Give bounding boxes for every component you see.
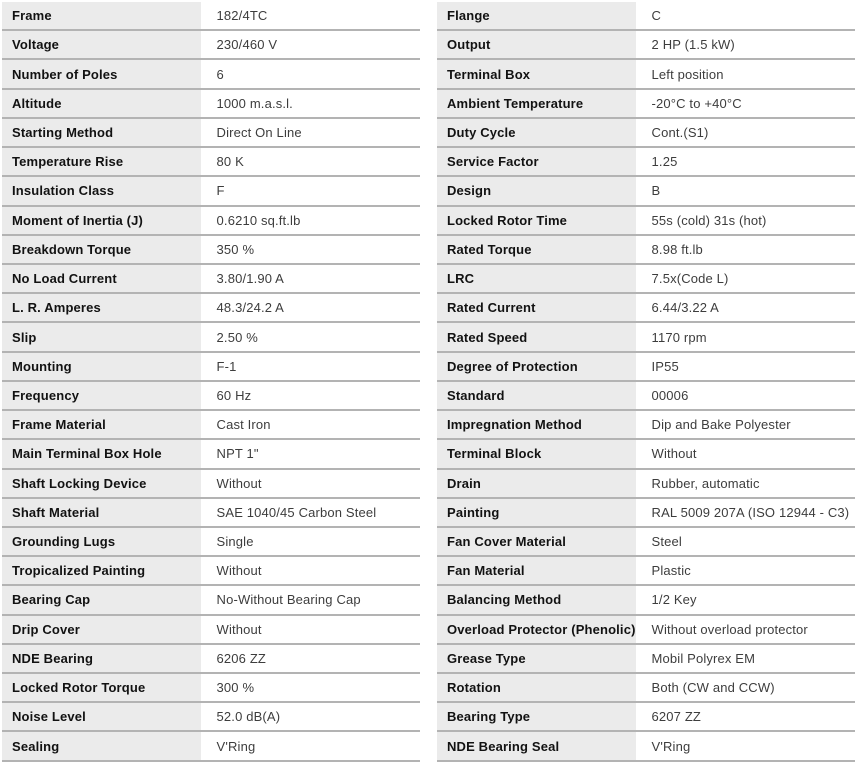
spec-label-cell: Service Factor [437,148,636,175]
spec-label-cell: Breakdown Torque [2,236,201,263]
spec-value-cell: Left position [636,60,855,87]
spec-value-cell: 60 Hz [201,382,420,409]
table-row [437,440,855,469]
spec-value-cell: C [636,2,855,29]
table-row [2,294,420,323]
spec-label-cell: Slip [2,323,201,350]
table-row [437,177,855,206]
spec-label-cell: Voltage [2,31,201,58]
table-row [437,674,855,703]
table-row [437,703,855,732]
spec-label-cell: Rated Speed [437,323,636,350]
spec-value-cell: RAL 5009 207A (ISO 12944 - C3) [636,499,855,526]
table-row [2,382,420,411]
spec-value-cell: Both (CW and CCW) [636,674,855,701]
spec-value-cell: IP55 [636,353,855,380]
spec-label-cell: Drip Cover [2,616,201,643]
spec-label-cell: Fan Cover Material [437,528,636,555]
table-row [437,60,855,89]
spec-value-cell: 6.44/3.22 A [636,294,855,321]
spec-value-cell: Without [201,557,420,584]
spec-label-cell: Duty Cycle [437,119,636,146]
spec-value-cell: Without [201,616,420,643]
spec-value-cell: 2.50 % [201,323,420,350]
spec-value-cell: 1.25 [636,148,855,175]
table-row [437,528,855,557]
table-row [437,586,855,615]
spec-label-cell: Locked Rotor Torque [2,674,201,701]
spec-label-cell: Bearing Cap [2,586,201,613]
table-row [2,528,420,557]
table-row [437,732,855,761]
table-row [437,31,855,60]
spec-value-cell: 1000 m.a.s.l. [201,90,420,117]
table-row [437,557,855,586]
table-row [2,645,420,674]
spec-value-cell: 3.80/1.90 A [201,265,420,292]
spec-value-cell: 2 HP (1.5 kW) [636,31,855,58]
spec-label-cell: Locked Rotor Time [437,207,636,234]
spec-value-cell: Without [636,440,855,467]
spec-value-cell: NPT 1" [201,440,420,467]
spec-value-cell: 48.3/24.2 A [201,294,420,321]
table-row [2,207,420,236]
spec-label-cell: Output [437,31,636,58]
table-row [2,557,420,586]
spec-value-cell: V'Ring [201,732,420,759]
spec-label-cell: Temperature Rise [2,148,201,175]
spec-value-cell: 300 % [201,674,420,701]
spec-label-cell: Overload Protector (Phenolic) [437,616,636,643]
spec-value-cell: Without overload protector [636,616,855,643]
spec-label-cell: Impregnation Method [437,411,636,438]
spec-table-left [2,2,420,762]
spec-value-cell: No-Without Bearing Cap [201,586,420,613]
spec-value-cell: 00006 [636,382,855,409]
spec-label-cell: Flange [437,2,636,29]
spec-label-cell: Terminal Box [437,60,636,87]
table-row [2,703,420,732]
spec-value-cell: Direct On Line [201,119,420,146]
spec-label-cell: L. R. Amperes [2,294,201,321]
spec-value-cell: 55s (cold) 31s (hot) [636,207,855,234]
spec-value-cell: Without [201,470,420,497]
spec-value-cell: Plastic [636,557,855,584]
spec-value-cell: 6206 ZZ [201,645,420,672]
table-row [2,2,420,31]
spec-label-cell: Frequency [2,382,201,409]
spec-value-cell: B [636,177,855,204]
table-row [437,353,855,382]
table-row [2,353,420,382]
spec-value-cell: 7.5x(Code L) [636,265,855,292]
table-row [2,265,420,294]
table-row [2,177,420,206]
spec-label-cell: Shaft Material [2,499,201,526]
table-row [437,382,855,411]
spec-value-cell: Single [201,528,420,555]
spec-value-cell: 1/2 Key [636,586,855,613]
spec-tables-container [2,2,855,762]
spec-value-cell: F [201,177,420,204]
spec-label-cell: Design [437,177,636,204]
spec-value-cell: F-1 [201,353,420,380]
table-row [437,616,855,645]
spec-label-cell: Bearing Type [437,703,636,730]
table-row [2,148,420,177]
spec-value-cell: 52.0 dB(A) [201,703,420,730]
table-row [437,90,855,119]
table-row [2,90,420,119]
spec-label-cell: Frame [2,2,201,29]
table-row [437,294,855,323]
table-row [437,236,855,265]
spec-label-cell: Rated Current [437,294,636,321]
spec-value-cell: Mobil Polyrex EM [636,645,855,672]
table-row [437,148,855,177]
spec-value-cell: 182/4TC [201,2,420,29]
table-row [2,411,420,440]
spec-label-cell: Sealing [2,732,201,759]
table-row [2,732,420,761]
spec-label-cell: Frame Material [2,411,201,438]
table-row [437,645,855,674]
table-row [2,60,420,89]
spec-label-cell: Main Terminal Box Hole [2,440,201,467]
spec-label-cell: NDE Bearing [2,645,201,672]
spec-label-cell: Number of Poles [2,60,201,87]
table-row [2,674,420,703]
spec-table-right [437,2,855,762]
table-row [2,499,420,528]
table-row [437,207,855,236]
table-row [2,470,420,499]
spec-label-cell: Shaft Locking Device [2,470,201,497]
spec-value-cell: Steel [636,528,855,555]
table-row [2,236,420,265]
spec-label-cell: Grease Type [437,645,636,672]
spec-value-cell: Dip and Bake Polyester [636,411,855,438]
spec-label-cell: Starting Method [2,119,201,146]
table-row [2,440,420,469]
spec-label-cell: Balancing Method [437,586,636,613]
spec-label-cell: Drain [437,470,636,497]
table-row [437,323,855,352]
spec-label-cell: Altitude [2,90,201,117]
spec-label-cell: No Load Current [2,265,201,292]
spec-value-cell: -20°C to +40°C [636,90,855,117]
spec-value-cell: 6207 ZZ [636,703,855,730]
table-row [437,411,855,440]
spec-value-cell: Rubber, automatic [636,470,855,497]
spec-label-cell: Mounting [2,353,201,380]
spec-label-cell: Moment of Inertia (J) [2,207,201,234]
table-row [2,323,420,352]
spec-value-cell: V'Ring [636,732,855,759]
spec-label-cell: Ambient Temperature [437,90,636,117]
spec-label-cell: Terminal Block [437,440,636,467]
spec-value-cell: SAE 1040/45 Carbon Steel [201,499,420,526]
spec-value-cell: 1170 rpm [636,323,855,350]
spec-value-cell: Cont.(S1) [636,119,855,146]
table-row [437,119,855,148]
table-row [437,499,855,528]
table-row [2,31,420,60]
spec-label-cell: Noise Level [2,703,201,730]
table-row [2,616,420,645]
spec-label-cell: Insulation Class [2,177,201,204]
spec-value-cell: 0.6210 sq.ft.lb [201,207,420,234]
spec-label-cell: Painting [437,499,636,526]
spec-value-cell: 80 K [201,148,420,175]
spec-value-cell: 8.98 ft.lb [636,236,855,263]
spec-label-cell: NDE Bearing Seal [437,732,636,759]
spec-label-cell: Standard [437,382,636,409]
table-row [2,119,420,148]
spec-value-cell: 230/460 V [201,31,420,58]
spec-label-cell: Degree of Protection [437,353,636,380]
spec-label-cell: LRC [437,265,636,292]
table-row [437,265,855,294]
spec-label-cell: Grounding Lugs [2,528,201,555]
spec-label-cell: Fan Material [437,557,636,584]
spec-label-cell: Rotation [437,674,636,701]
spec-label-cell: Rated Torque [437,236,636,263]
table-row [437,470,855,499]
spec-label-cell: Tropicalized Painting [2,557,201,584]
spec-value-cell: 6 [201,60,420,87]
table-row [2,586,420,615]
table-row [437,2,855,31]
spec-value-cell: 350 % [201,236,420,263]
spec-value-cell: Cast Iron [201,411,420,438]
